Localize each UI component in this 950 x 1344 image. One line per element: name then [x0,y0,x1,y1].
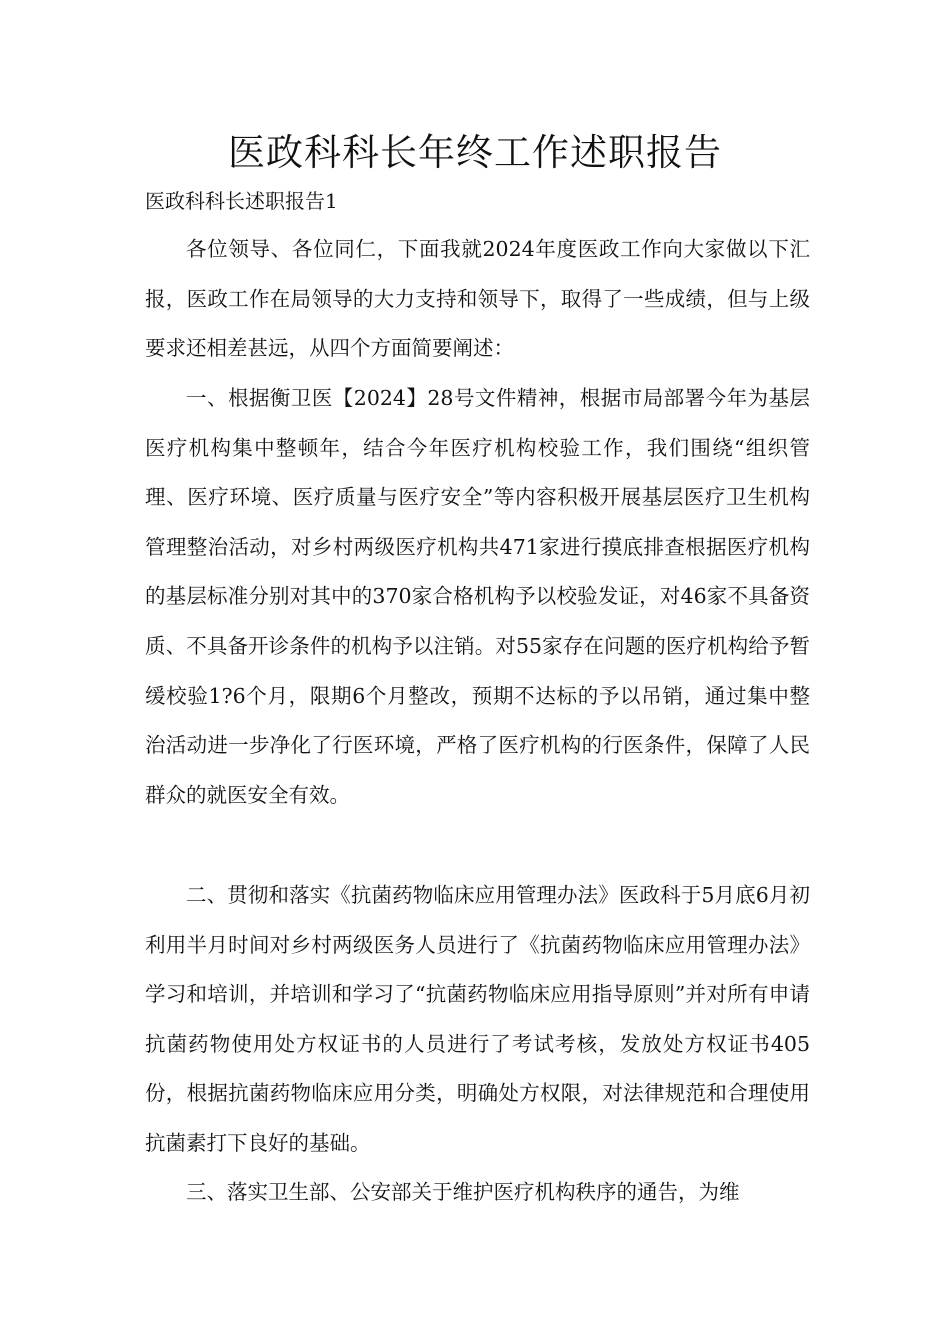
document-title: 医政科科长年终工作述职报告 [228,131,722,174]
paragraph-section-2: 二、贯彻和落实《抗菌药物临床应用管理办法》医政科于5月底6月初利用半月时间对乡村两级医务人员进行了《抗菌药物临床应用管理办法》学习和培训，并培训和学习了“抗菌药物临床应用指导原则”并对所有申请抗菌药物使用处方权证书的人员进行了考试考核，发放处方权证书405份，根据抗菌药物临床应用分类，明确处方权限，对法律规范和合理使用抗菌素打下良好的基础。 [145,883,810,1155]
paragraph-section-1: 一、根据衡卫医【2024】28号文件精神，根据市局部署今年为基层医疗机构集中整顿年，结合今年医疗机构校验工作，我们围绕“组织管理、医疗环境、医疗质量与医疗安全”等内容积极开展基层医疗卫生机构管理整治活动，对乡村两级医疗机构共471家进行摸底排查根据医疗机构的基层标准分别对其中的370家合格机构予以校验发证，对46家不具备资质、不具备开诊条件的机构予以注销。对55家存在问题的医疗机构给予暂缓校验1?6个月，限期6个月整改，预期不达标的予以吊销，通过集中整治活动进一步净化了行医环境，严格了医疗机构的行医条件，保障了人民群众的就医安全有效。 [145,386,810,807]
paragraph-section-3: 三、落实卫生部、公安部关于维护医疗机构秩序的通告，为维 [186,1180,740,1204]
paragraph-intro: 各位领导、各位同仁，下面我就2024年度医政工作向大家做以下汇报，医政工作在局领导的大力支持和领导下，取得了一些成绩，但与上级要求还相差甚远，从四个方面简要阐述： [145,237,810,361]
document-subtitle: 医政科科长述职报告1 [145,189,338,213]
